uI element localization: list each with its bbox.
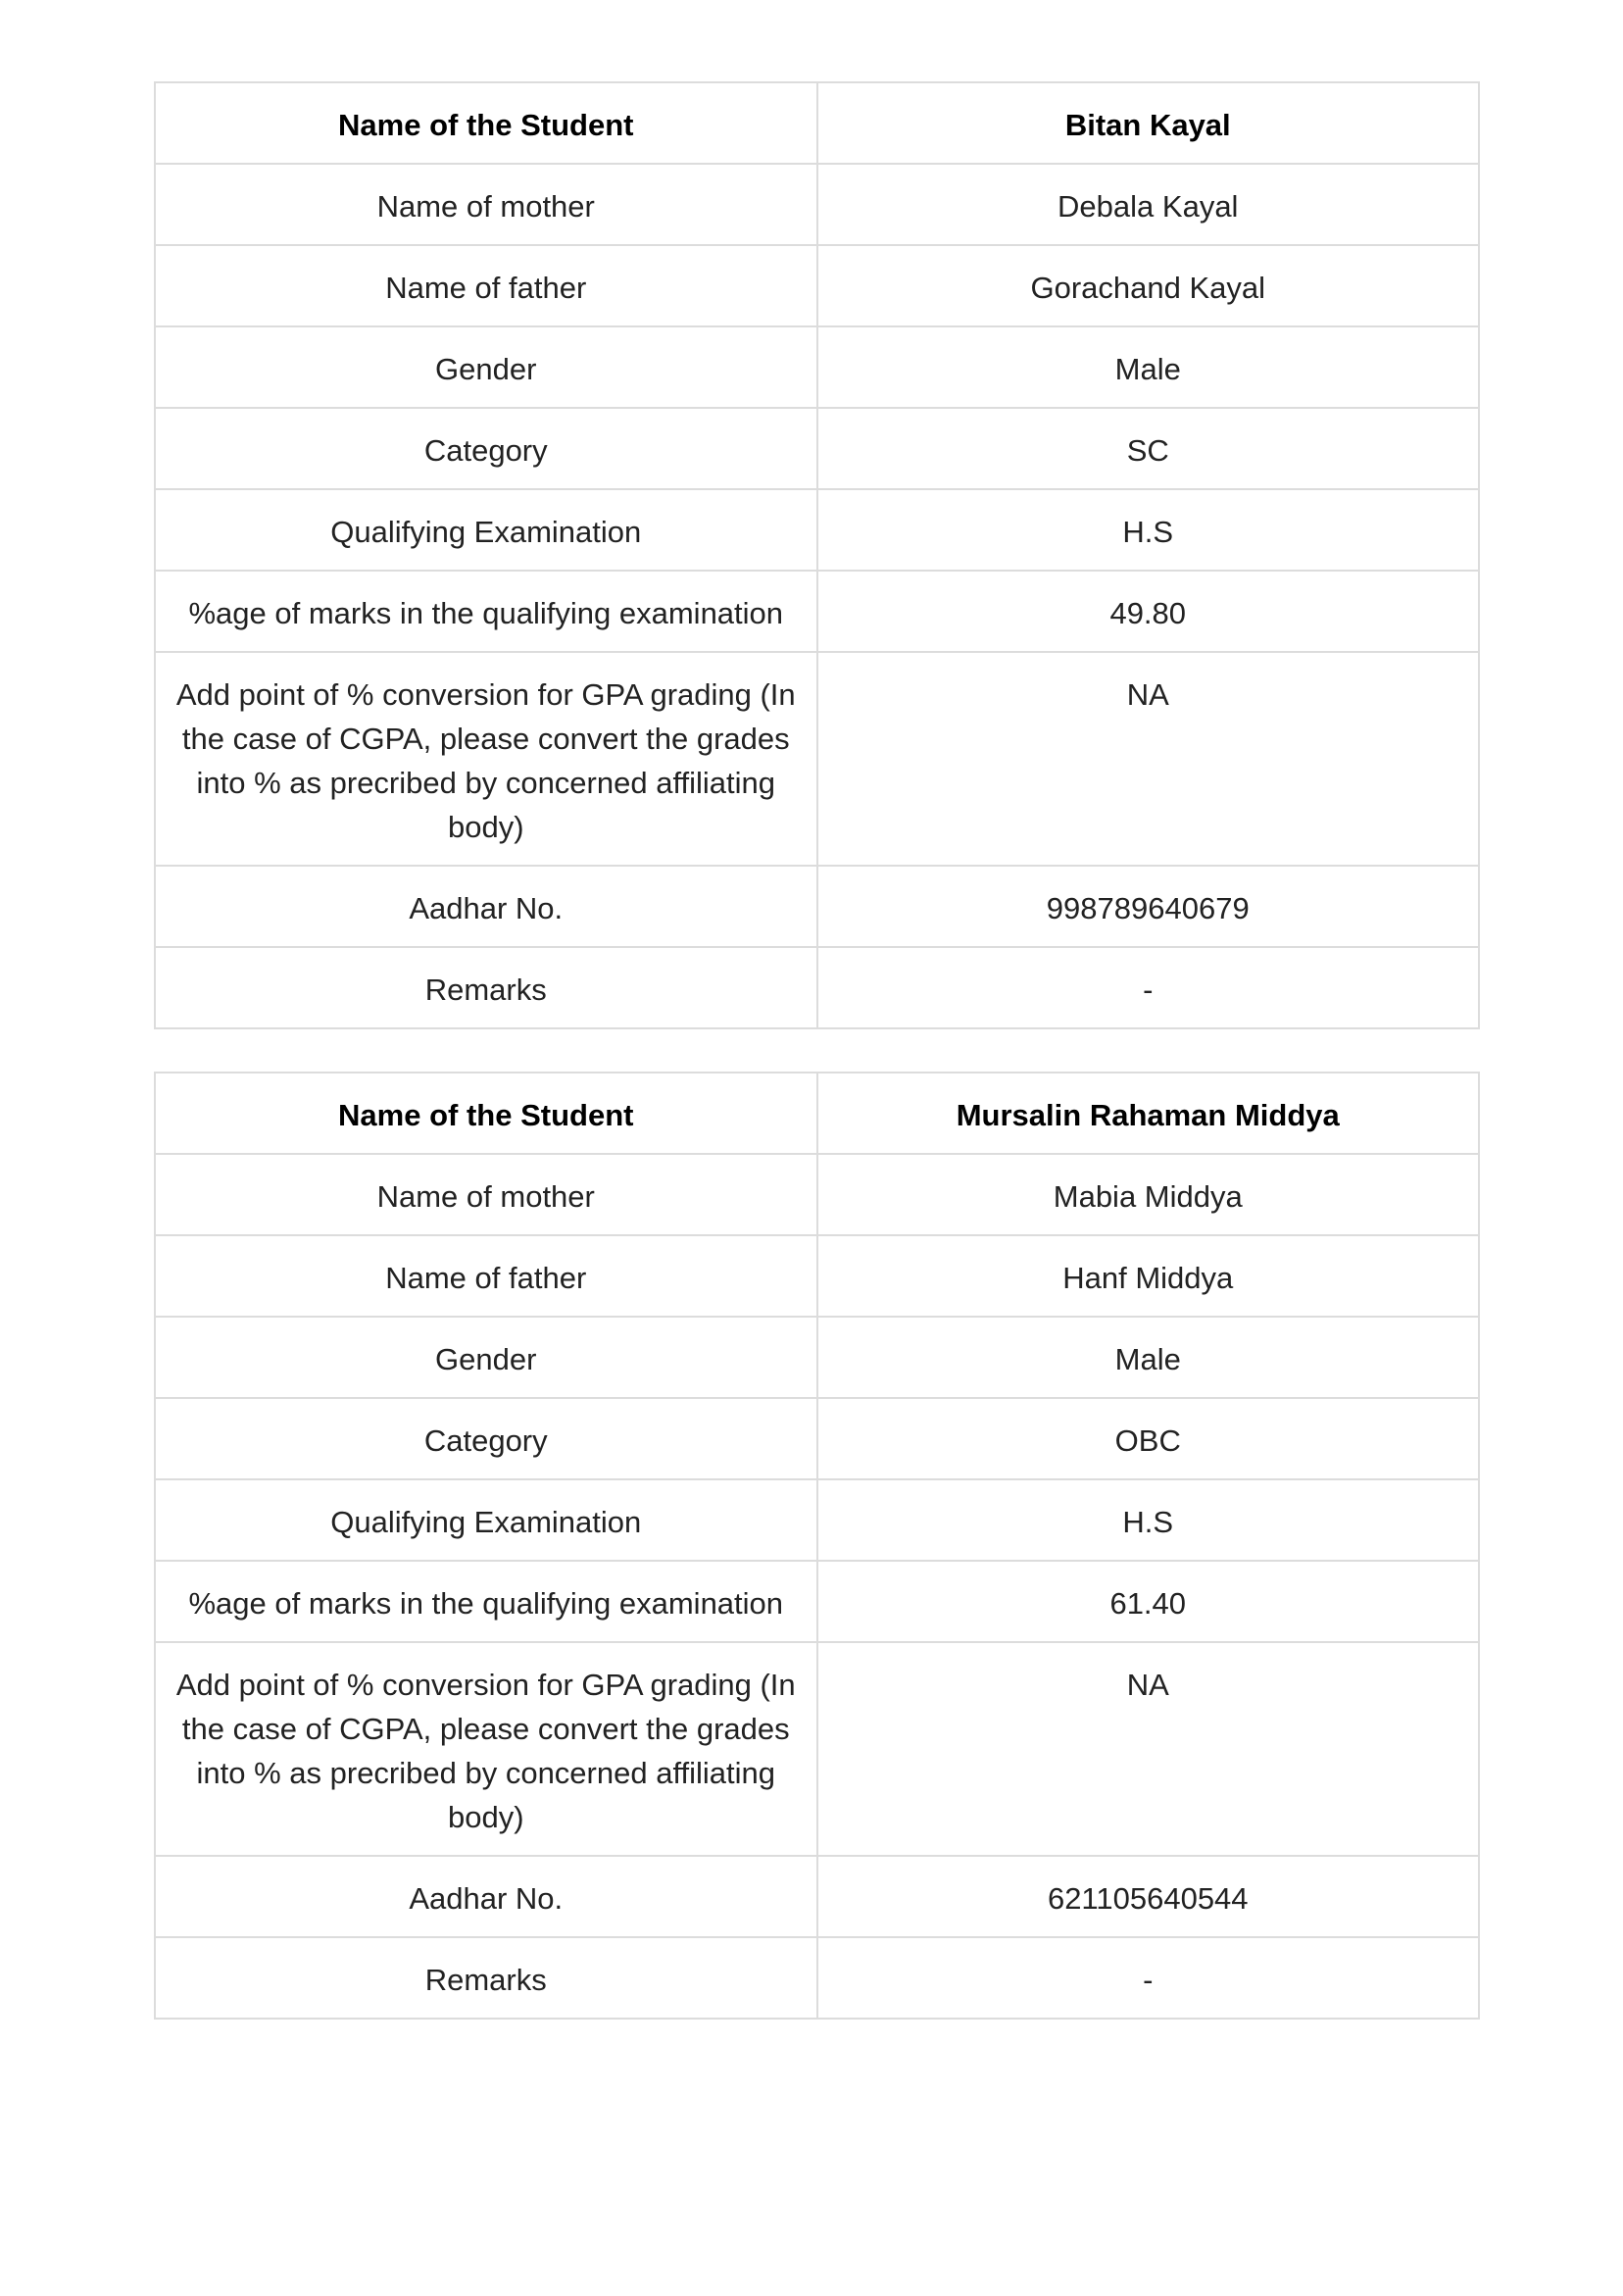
father-name-row [155, 245, 1479, 326]
row-label: Remarks [155, 1937, 817, 2019]
row-value: 621105640544 [817, 1856, 1480, 1937]
row-label: Name of the Student [155, 1073, 817, 1154]
row-value: Gorachand Kayal [817, 245, 1480, 326]
row-value: Hanf Middya [817, 1235, 1480, 1317]
remarks-row [155, 947, 1479, 1028]
row-label: Aadhar No. [155, 866, 817, 947]
qualifying-exam-row [155, 1479, 1479, 1561]
row-value: - [817, 1937, 1480, 2019]
row-label: Name of the Student [155, 82, 817, 164]
aadhar-row [155, 1856, 1479, 1937]
student-record-table-2 [154, 1072, 1480, 2020]
row-label: Remarks [155, 947, 817, 1028]
row-value: - [817, 947, 1480, 1028]
row-value: NA [817, 1642, 1480, 1856]
row-label: Gender [155, 1317, 817, 1398]
qualifying-exam-row [155, 489, 1479, 571]
mother-name-row [155, 164, 1479, 245]
row-label: Gender [155, 326, 817, 408]
aadhar-row [155, 866, 1479, 947]
gender-row [155, 326, 1479, 408]
row-label: Name of mother [155, 1154, 817, 1235]
row-value: NA [817, 652, 1480, 866]
row-label: %age of marks in the qualifying examination [155, 571, 817, 652]
row-value: Male [817, 1317, 1480, 1398]
row-value: OBC [817, 1398, 1480, 1479]
marks-percentage-row [155, 1561, 1479, 1642]
row-value: Bitan Kayal [817, 82, 1480, 164]
row-value: 998789640679 [817, 866, 1480, 947]
category-row [155, 408, 1479, 489]
gpa-conversion-row [155, 1642, 1479, 1856]
row-label: Category [155, 1398, 817, 1479]
remarks-row [155, 1937, 1479, 2019]
row-label: Add point of % conversion for GPA grading (In the case of CGPA, please convert the grades into % as precribed by concerned affiliating body) [155, 1642, 817, 1856]
row-label: Name of father [155, 1235, 817, 1317]
gpa-conversion-row [155, 652, 1479, 866]
row-label: Qualifying Examination [155, 489, 817, 571]
row-value: SC [817, 408, 1480, 489]
row-label: Category [155, 408, 817, 489]
row-value: 61.40 [817, 1561, 1480, 1642]
row-label: Qualifying Examination [155, 1479, 817, 1561]
student-name-row [155, 82, 1479, 164]
row-value: Male [817, 326, 1480, 408]
category-row [155, 1398, 1479, 1479]
gender-row [155, 1317, 1479, 1398]
row-value: Mursalin Rahaman Middya [817, 1073, 1480, 1154]
row-value: Debala Kayal [817, 164, 1480, 245]
row-label: Add point of % conversion for GPA grading (In the case of CGPA, please convert the grades into % as precribed by concerned affiliating body) [155, 652, 817, 866]
row-label: Aadhar No. [155, 1856, 817, 1937]
row-value: H.S [817, 1479, 1480, 1561]
student-record-table-1 [154, 81, 1480, 1029]
student-name-row [155, 1073, 1479, 1154]
row-value: H.S [817, 489, 1480, 571]
marks-percentage-row [155, 571, 1479, 652]
row-value: 49.80 [817, 571, 1480, 652]
row-value: Mabia Middya [817, 1154, 1480, 1235]
row-label: Name of mother [155, 164, 817, 245]
mother-name-row [155, 1154, 1479, 1235]
row-label: %age of marks in the qualifying examination [155, 1561, 817, 1642]
row-label: Name of father [155, 245, 817, 326]
father-name-row [155, 1235, 1479, 1317]
